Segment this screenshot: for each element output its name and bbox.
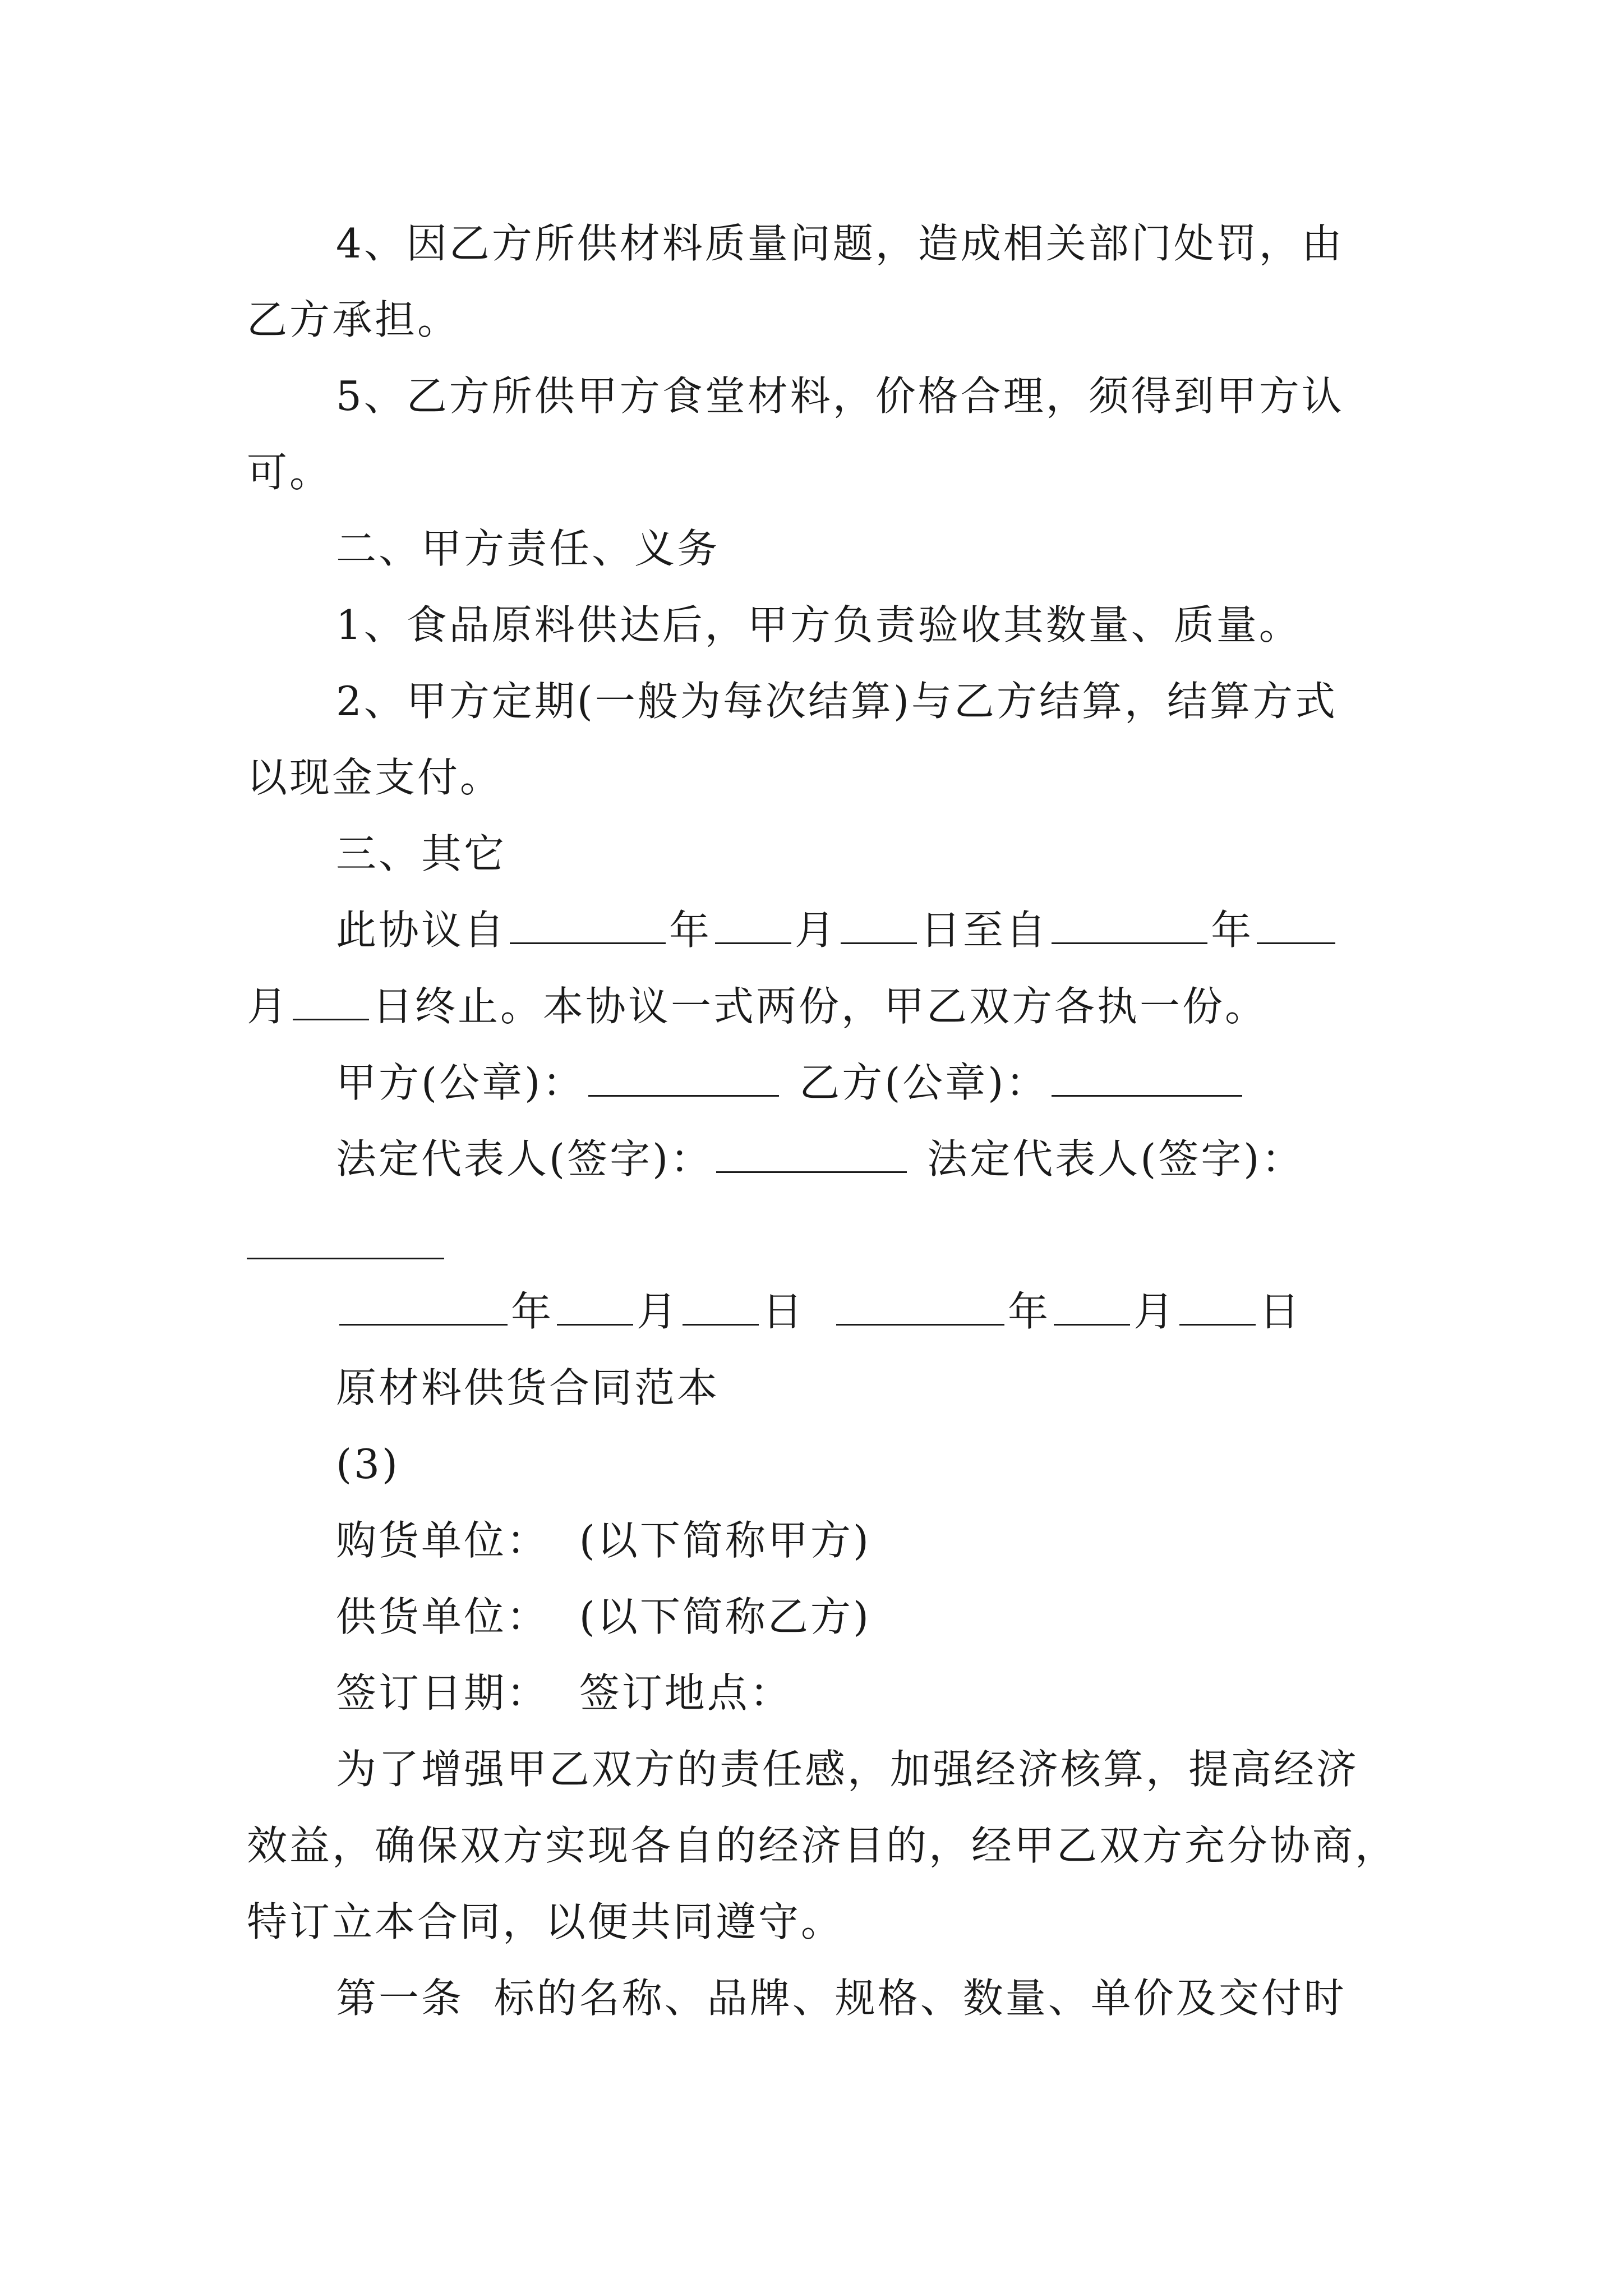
blank-field	[557, 1291, 633, 1326]
date-label: 日	[1259, 1288, 1302, 1335]
preamble-line-2: 效益，确保双方实现各自的经济目的，经甲乙双方充分协商，	[247, 1822, 1398, 1869]
party-b-seal-label: 乙方(公章)：	[799, 1059, 1049, 1106]
representative-line	[336, 1135, 1304, 1182]
date-label: 月	[637, 1288, 680, 1335]
article-1-heading: 第一条 标的名称、品牌、规格、数量、单价及交付时	[336, 1975, 1347, 2022]
party-a-seal-label: 甲方(公章)：	[336, 1059, 585, 1106]
period-text: 年	[669, 907, 712, 954]
blank-field	[1179, 1291, 1256, 1326]
section-2-clause-2-line-1: 2、甲方定期(一般为每次结算)与乙方结算，结算方式	[336, 678, 1338, 725]
date-label: 年	[1008, 1288, 1051, 1335]
party-b-rep-label: 法定代表人(签字)：	[927, 1135, 1304, 1182]
seal-line	[336, 1059, 1246, 1106]
section-2-clause-1: 1、食品原料供达后，甲方负责验收其数量、质量。	[336, 601, 1302, 648]
date-label: 月	[1133, 1288, 1177, 1335]
clause-4-line-2: 乙方承担。	[247, 296, 460, 343]
period-text: 月	[247, 983, 290, 1030]
blank-field	[339, 1291, 508, 1326]
agreement-period-line-1	[336, 907, 1339, 954]
signing-info-line: 签订日期： 签订地点：	[336, 1669, 792, 1717]
party-a-rep-label: 法定代表人(签字)：	[336, 1135, 713, 1182]
blank-field	[1052, 1062, 1242, 1097]
blank-field	[1052, 910, 1207, 944]
contract-number: (3)	[336, 1441, 400, 1488]
preamble-line-1: 为了增强甲乙双方的责任感，加强经济核算，提高经济	[336, 1746, 1359, 1793]
clause-4-line-1: 4、因乙方所供材料质量问题，造成相关部门处罚，由	[336, 220, 1344, 267]
date-label: 日	[762, 1288, 805, 1335]
blank-field	[841, 910, 917, 944]
section-3-heading: 三、其它	[336, 830, 507, 877]
blank-field	[293, 986, 369, 1020]
supplier-line: 供货单位： (以下简称乙方)	[336, 1593, 871, 1640]
clause-5-line-2: 可。	[247, 449, 333, 496]
section-2-heading: 二、甲方责任、义务	[336, 525, 720, 572]
date-line	[336, 1288, 1302, 1335]
period-text: 此协议自	[336, 907, 507, 954]
period-text: 年	[1211, 907, 1254, 954]
blank-field	[683, 1291, 759, 1326]
blank-field	[1054, 1291, 1130, 1326]
blank-field	[836, 1291, 1004, 1326]
clause-5-line-1: 5、乙方所供甲方食堂材料，价格合理，须得到甲方认	[336, 372, 1344, 420]
blank-field	[510, 910, 666, 944]
blank-field	[1257, 910, 1335, 944]
blank-field	[715, 910, 791, 944]
period-text: 日终止。本协议一式两份，甲乙双方各执一份。	[372, 983, 1268, 1030]
period-text: 月	[795, 907, 838, 954]
agreement-period-line-2	[247, 983, 1268, 1030]
buyer-line: 购货单位： (以下简称甲方)	[336, 1517, 871, 1564]
blank-field	[716, 1139, 907, 1173]
contract-title: 原材料供货合同范本	[336, 1364, 720, 1411]
section-2-clause-2-line-2: 以现金支付。	[247, 754, 503, 801]
preamble-line-3: 特订立本合同，以便共同遵守。	[247, 1898, 844, 1945]
date-label: 年	[511, 1288, 554, 1335]
blank-field	[588, 1062, 779, 1097]
blank-field	[247, 1258, 444, 1259]
period-text: 日至自	[920, 907, 1049, 954]
